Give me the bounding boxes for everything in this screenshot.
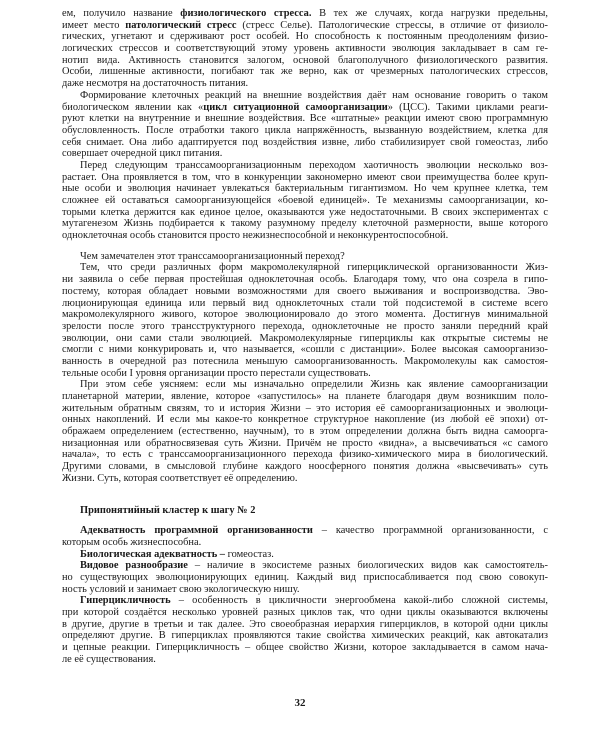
text-line [62, 414, 548, 426]
text-run: обусловленность. После отработки такого цикла напряжённость, вызванную воздействием, клетка для [62, 124, 548, 136]
text-run: – наличие в экосистеме разных биологических видов как самостоятель- [187, 560, 548, 572]
paragraph [62, 251, 548, 263]
text-line [62, 537, 548, 549]
text-run: ображаем определением (естественно, научным), то в этом определении должна быть видна самоорга- [62, 426, 548, 438]
text-run: начала», то есть с трансcамоорганизационного перехода физико-химического мира в биологический. [62, 449, 548, 461]
text-line [62, 607, 548, 619]
text-line [62, 309, 548, 321]
text-line [62, 183, 548, 195]
text-run: Перед следующим трансcамоорганизационным переходом хаотичность эволюции несколько воз- [80, 159, 548, 171]
text-run: имеет место [62, 19, 126, 31]
text-line [62, 403, 548, 415]
text-line [62, 356, 548, 368]
text-line [62, 344, 548, 356]
bold-term: Адекватность программной организованности [80, 525, 313, 537]
text-run: но существующих эволюционирующих единиц. Каждый вид приспосабливается под свою совокуп- [62, 571, 548, 583]
text-line [62, 90, 548, 102]
text-run: себя снимает. Она либо адаптируется под воздействия извне, либо стабилизирует свой гомеостаз, либо [62, 136, 548, 148]
text-run: постему, которая обладает новыми возможностями для своего выживания и воспроизводства. Эво- [62, 285, 548, 297]
text-run: эволюции, они сами стали эволюцией. Макромолекулярные гиперциклы как открытые системы не [62, 332, 548, 344]
text-run: Формирование клеточных реакций на внешние воздействия даёт нам основание говорить о таком [80, 89, 548, 101]
text-run: тельные особи I уровня организации просто перестали существовать. [62, 367, 371, 379]
paragraph [62, 505, 548, 517]
text-run: ле её существования. [62, 653, 156, 665]
text-run: совершает очередной цикл питания. [62, 148, 223, 160]
text-line [62, 449, 548, 461]
text-run: и цепные реакции. Гиперцикличность – общее свойство Жизни, которое закладывается в самом нача- [62, 642, 548, 654]
text-line [62, 20, 548, 32]
paragraph [62, 160, 548, 242]
text-run: макромолекулярного живого, которое эволюционировало до этого момента. Достигнув минимальной [62, 309, 548, 321]
text-line [62, 321, 548, 333]
text-line [62, 207, 548, 219]
text-run: гомеостаз. [224, 548, 274, 560]
text-line [62, 595, 548, 607]
text-run: в другие, другие в третьи и так далее. Это своеобразная иерархия гиперциклов, в которой одни циклы [62, 618, 548, 630]
text-line [62, 379, 548, 391]
paragraph [62, 560, 548, 595]
paragraph [62, 90, 548, 160]
text-line [62, 286, 548, 298]
bold-term: Припонятийный кластер к шагу № 2 [80, 504, 256, 516]
spacer [62, 516, 548, 525]
text-run: » (ЦСС). Такими циклами реаги- [387, 101, 548, 113]
text-run: Другими словами, в смысловой глубине каждого ноосферного понятия должна «высвечивать» суть [62, 461, 548, 473]
text-run: которым особь жизнеспособна. [62, 536, 202, 548]
text-run: торыми клетка держится как единое целое, оказываются уже недостаточными. В своих экспериментах с [62, 206, 548, 218]
bold-term: физиологического стресса. [180, 8, 312, 19]
text-run: ни заявила о себе первая простейшая одноклеточная особь. Благодаря тому, что она созрела в гипо- [62, 274, 548, 286]
text-run: низационная или обратносвязевая суть Жизни. Причём не просто «видна», а высвечиваться «с самого [62, 437, 548, 449]
text-line [62, 391, 548, 403]
text-line [62, 368, 548, 380]
text-line [62, 43, 548, 55]
text-line [62, 66, 548, 78]
text-line [62, 473, 548, 485]
text-line [62, 8, 548, 20]
text-line [62, 525, 548, 537]
text-line [62, 78, 548, 90]
text-line [62, 426, 548, 438]
text-line [62, 572, 548, 584]
text-run: одноклеточная особь становится просто нежизнеспособной и неконкурентоспособной. [62, 230, 449, 242]
text-line [62, 333, 548, 345]
text-line [62, 55, 548, 67]
text-run: даже несмотря на достаточность питания. [62, 78, 249, 90]
bold-term: Биологическая адекватность – [80, 548, 225, 560]
paragraph [62, 8, 548, 90]
bold-term: патологический стресс [125, 19, 237, 31]
text-run: ем, получило название [62, 8, 181, 19]
text-run: зрелости после этого трансструктурного перехода, одноклеточные не просто заняли передний край [62, 320, 548, 332]
text-run: нотип вида. Активность становится залогом, основой благополучного физиологического развития. [62, 54, 548, 66]
text-line [62, 461, 548, 473]
text-line [62, 195, 548, 207]
text-run: ванность в очередной раз потеснила меньшую самоорганизованность. Макромолекулы как самостоя- [62, 355, 548, 367]
text-line [62, 218, 548, 230]
text-line [62, 560, 548, 572]
text-line [62, 31, 548, 43]
text-run: В тех же случаях, когда нагрузки предельны, [311, 8, 548, 19]
paragraph [62, 525, 548, 548]
text-line [62, 274, 548, 286]
text-run: (стресс Селье). Патологические стрессы, в отличие от физиоло- [236, 19, 548, 31]
text-line [62, 505, 548, 517]
paragraph [62, 262, 548, 379]
text-line [62, 102, 548, 114]
text-run: смогли с ними конкурировать и, что называется, «сошли с дистанции». Более высокая самоорганизо- [62, 344, 548, 356]
text-run: ные особи и эволюция начинает увлекаться бактериальным гигантизмом. Но чем крупнее клетка, тем [62, 183, 548, 195]
text-line [62, 619, 548, 631]
text-run: При этом себе уясняем: если мы изначально определили Жизнь как явление самоорганизации [80, 379, 548, 391]
text-run: Жизни. Суть, которая соответствует её определению. [62, 472, 298, 484]
text-line [62, 549, 548, 561]
text-line [62, 262, 548, 274]
spacer [62, 242, 548, 251]
text-run: Особи, лишенные активности, погибают так же верно, как от чрезмерных патологических стрессов, [62, 66, 548, 78]
text-run: биологическом явлении как « [62, 101, 204, 113]
spacer [62, 485, 548, 505]
text-line [62, 160, 548, 172]
text-line [62, 172, 548, 184]
text-run: при которой создаётся несколько уровней разных циклов так, что одни циклы оказываются включены [62, 607, 548, 618]
text-line [62, 251, 548, 263]
text-line [62, 298, 548, 310]
text-run: определяют другие. В гиперциклах проявляются такие свойства химических реакций, как автокатализ [62, 630, 548, 642]
text-line [62, 642, 548, 654]
page-number: 32 [294, 697, 306, 709]
text-line [62, 230, 548, 242]
text-run: люционирующая единица или первый вид одноклеточных стали той подсистемой в системе всего [62, 297, 548, 309]
paragraph [62, 379, 548, 484]
text-run: жительным обратным связям, то и история Жизни – это история её самоорганизационных и эволюци- [62, 402, 548, 414]
text-line [62, 438, 548, 450]
text-line [62, 148, 548, 160]
text-line [62, 654, 548, 666]
bold-term: Видовое разнообразие [80, 560, 188, 572]
bold-term: Гиперцикличность [80, 595, 171, 607]
text-run: Чем замечателен этот трансcамоорганизационный переход? [80, 250, 345, 262]
text-run: логических стрессов и соответствующий этому уровень активности эволюция закладывает в сам ге- [62, 43, 548, 55]
text-run: мутагенезом Жизнь подбирается к такому разумному пределу клеточной размерности, выше которого [62, 218, 548, 230]
text-line [62, 584, 548, 596]
text-run: растает. Она проявляется в том, что в конкуренции закономерно имеют свои преимущества более круп- [62, 171, 548, 183]
paragraph [62, 549, 548, 561]
text-run: ность условий и занимает свою экологическую нишу. [62, 583, 300, 595]
text-run: – качество программной организованности, с [312, 525, 548, 537]
text-line [62, 125, 548, 137]
text-line [62, 630, 548, 642]
text-line [62, 113, 548, 125]
text-run: планетарной материи, явление, которое «запустилось» на планете благодаря двум возникшим поло- [62, 391, 548, 402]
paragraph [62, 595, 548, 665]
text-run: – особенность в цикличности энергообмена какой-либо сложной системы, [170, 595, 548, 607]
text-run: руют клетки на внутренние и внешние воздействия. Все «штатные» реакции имеют свою программную [62, 113, 548, 125]
text-run: онных накоплений. И если мы какое-то конкретное структурное накопление (из любой её эпохи) от- [62, 414, 548, 426]
document-page [62, 8, 548, 665]
bold-term: цикл ситуационной самоорганизации [203, 101, 388, 113]
text-run: сложнее ей оставаться самоорганизующейся «боевой единицей». Те механизмы самоорганизации, ко- [62, 195, 548, 206]
text-line [62, 137, 548, 149]
text-run: гических, угнетают и сдерживают рост особей. Но способность к постоянным преодолениям физио- [62, 31, 548, 43]
text-run: Тем, что среди различных форм макромолекулярной гиперциклической организованности Жиз- [80, 262, 548, 274]
